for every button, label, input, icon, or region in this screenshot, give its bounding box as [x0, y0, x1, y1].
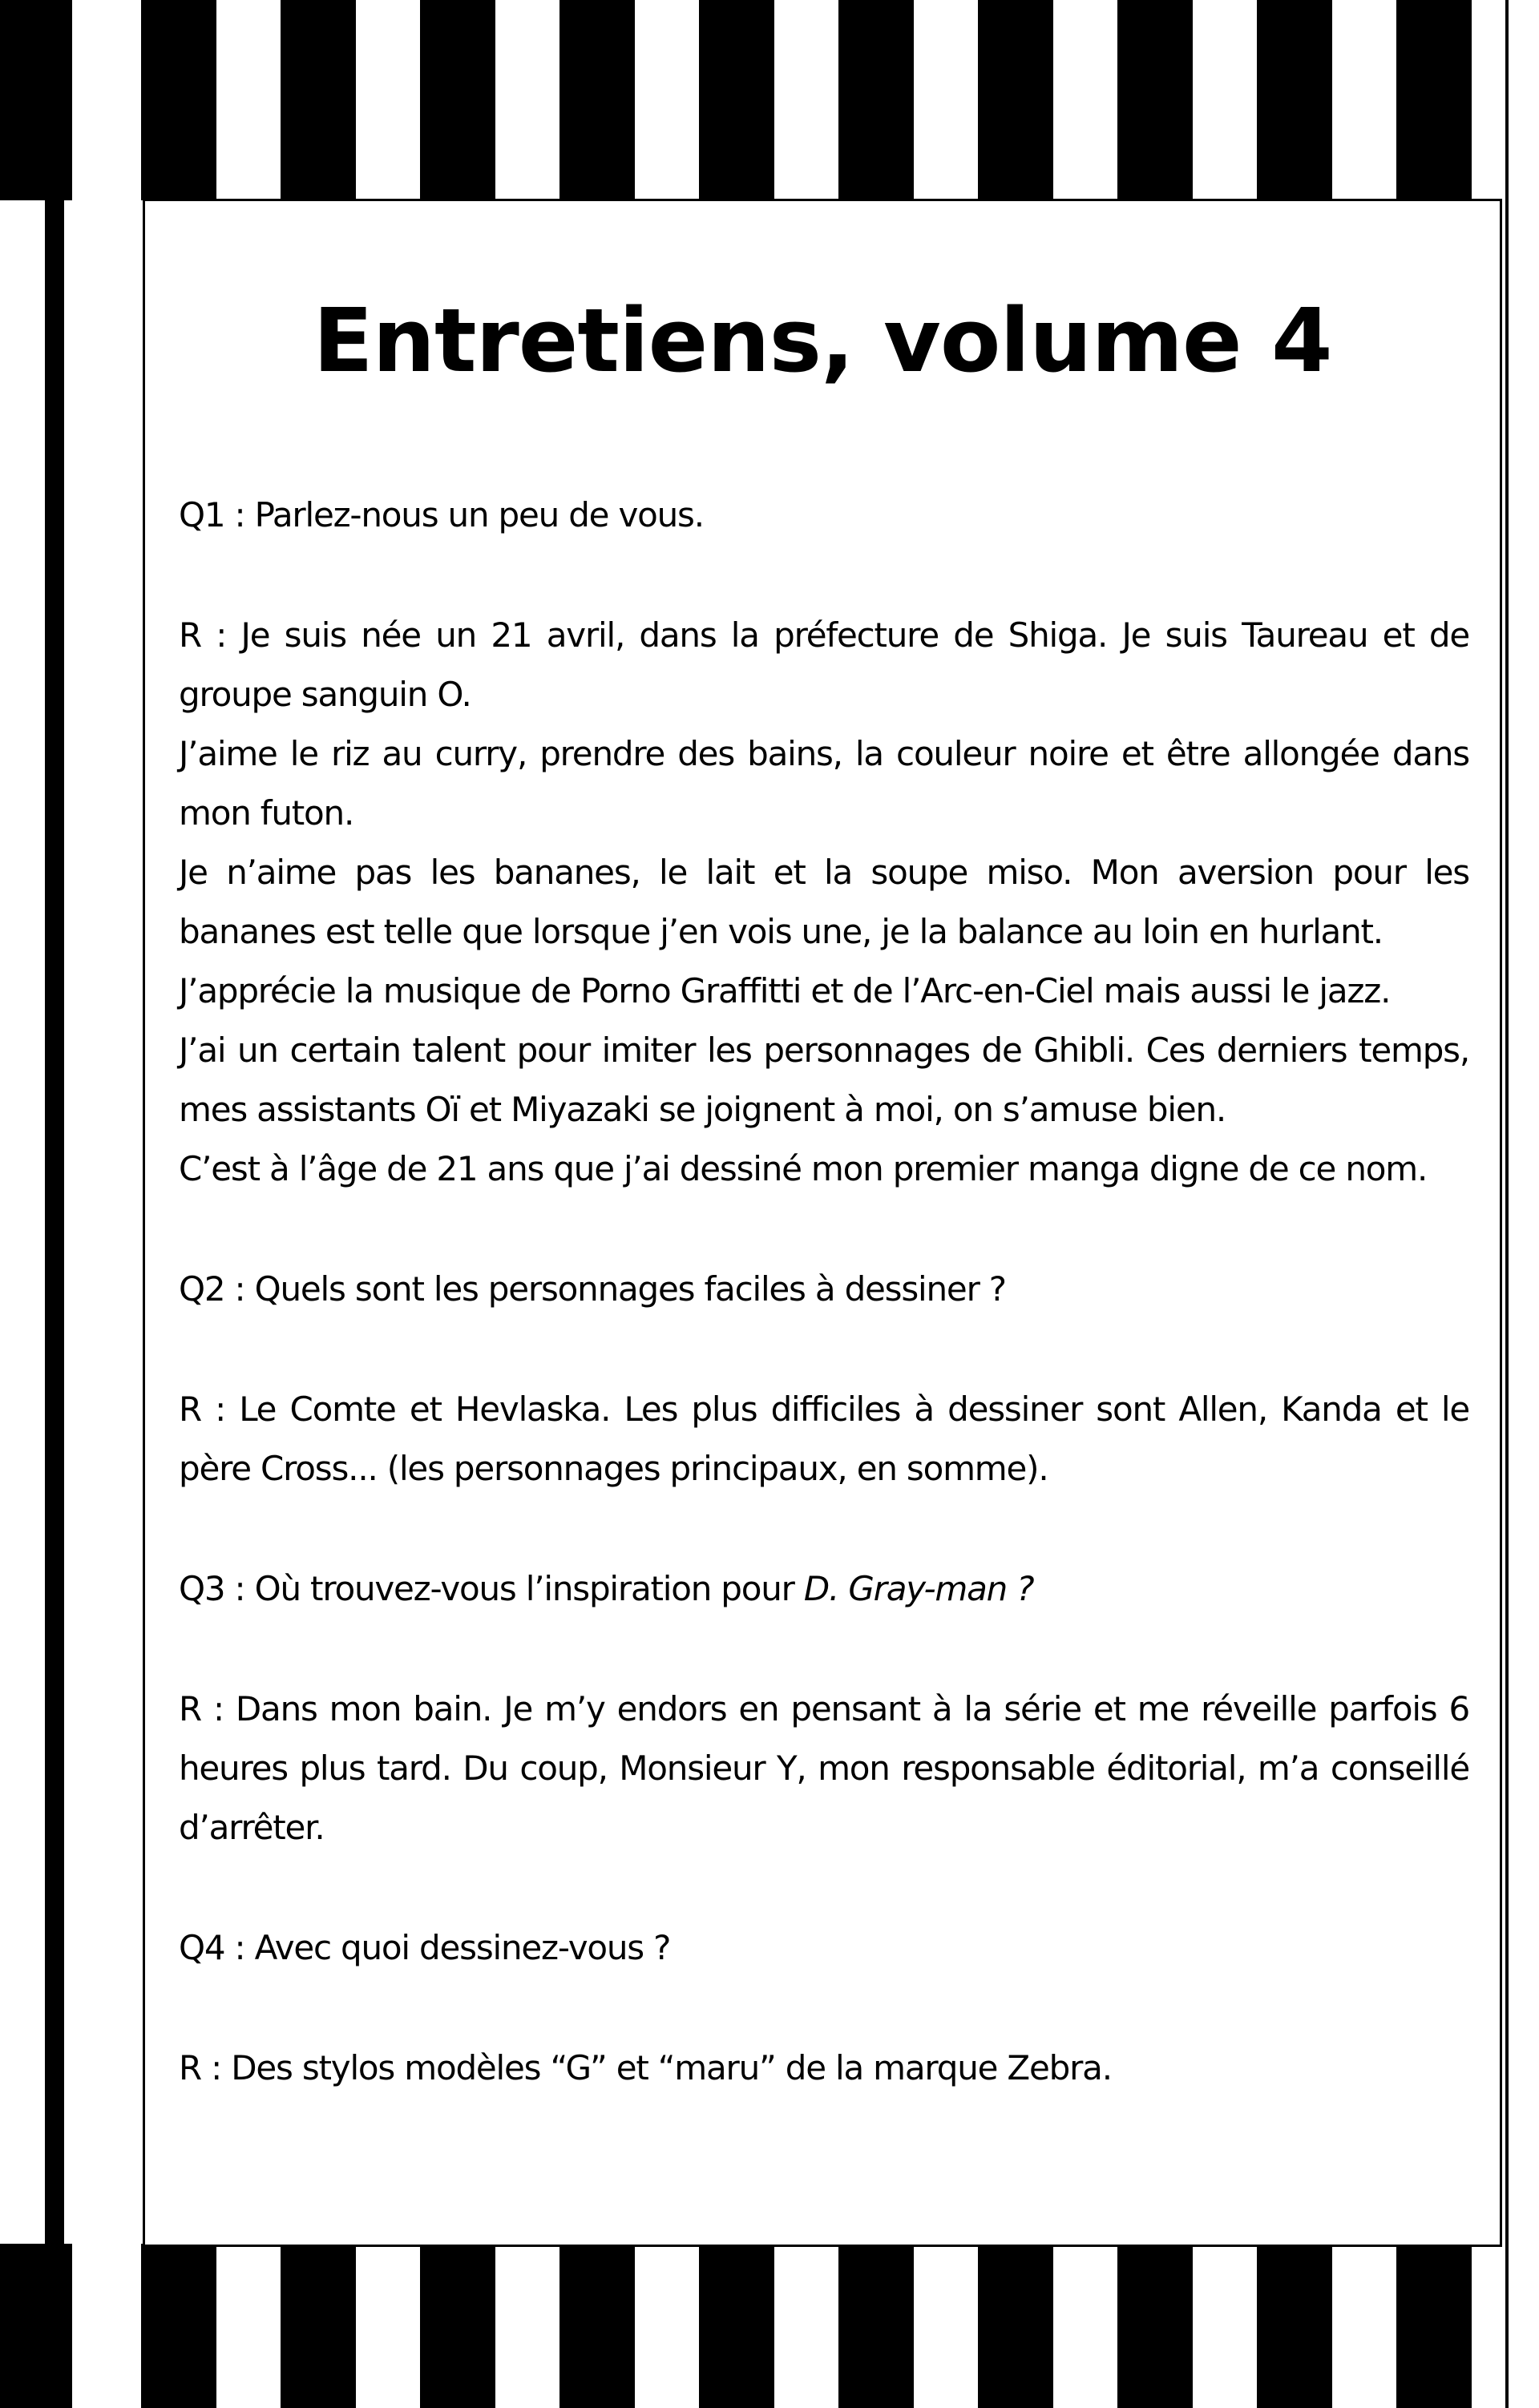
- left-margin: [0, 0, 35, 2408]
- left-border-line: [45, 0, 64, 2408]
- question-3-series-title: D. Gray-man ?: [803, 1569, 1034, 1608]
- answer-1-line-6: C’est à l’âge de 21 ans que j’ai dessiné mon premier manga digne de ce nom.: [179, 1149, 1428, 1188]
- question-2: Q2 : Quels sont les personnages faciles à dessiner ?: [179, 1269, 1006, 1309]
- question-3-prefix: Q3 : Où trouvez-vous l’inspiration pour: [179, 1569, 804, 1608]
- answer-3: R : Dans mon bain. Je m’y endors en pensant à la série et me réveille parfois 6 heures plus tard. Du coup, Monsieur Y, mon responsable éditorial, m’a conseillé d’arrêter.: [179, 1689, 1469, 1847]
- right-border-line: [1505, 0, 1509, 2408]
- answer-1-line-2: J’aime le riz au curry, prendre des bains, la couleur noire et être allongée dans mon futon.: [179, 734, 1469, 833]
- top-stripe-border: [0, 0, 1539, 200]
- answer-1-line-3: Je n’aime pas les bananes, le lait et la soupe miso. Mon aversion pour les bananes est telle que lorsque j’en vois une, je la balance au loin en hurlant.: [179, 853, 1469, 951]
- answer-1-line-5: J’ai un certain talent pour imiter les personnages de Ghibli. Ces derniers temps, mes assistants Oï et Miyazaki se joignent à moi, on s’amuse bien.: [179, 1031, 1469, 1129]
- interview-content: [179, 486, 1469, 2098]
- question-4: Q4 : Avec quoi dessinez-vous ?: [179, 1928, 671, 1967]
- answer-4: R : Des stylos modèles “G” et “maru” de la marque Zebra.: [179, 2048, 1112, 2087]
- answer-1-line-4: J’apprécie la musique de Porno Graffitti et de l’Arc-en-Ciel mais aussi le jazz.: [179, 971, 1391, 1010]
- question-3: [179, 1559, 1469, 1619]
- bottom-stripe-border: [0, 2244, 1539, 2408]
- answer-1-line-1: R : Je suis née un 21 avril, dans la préfecture de Shiga. Je suis Taureau et de groupe sanguin O.: [179, 615, 1469, 714]
- answer-2: R : Le Comte et Hevlaska. Les plus difficiles à dessiner sont Allen, Kanda et le père Cross... (les personnages principaux, en somme).: [179, 1390, 1469, 1488]
- interview-panel: [143, 199, 1502, 2247]
- page-title: Entretiens, volume 4: [313, 289, 1332, 392]
- question-1: Q1 : Parlez-nous un peu de vous.: [179, 495, 704, 534]
